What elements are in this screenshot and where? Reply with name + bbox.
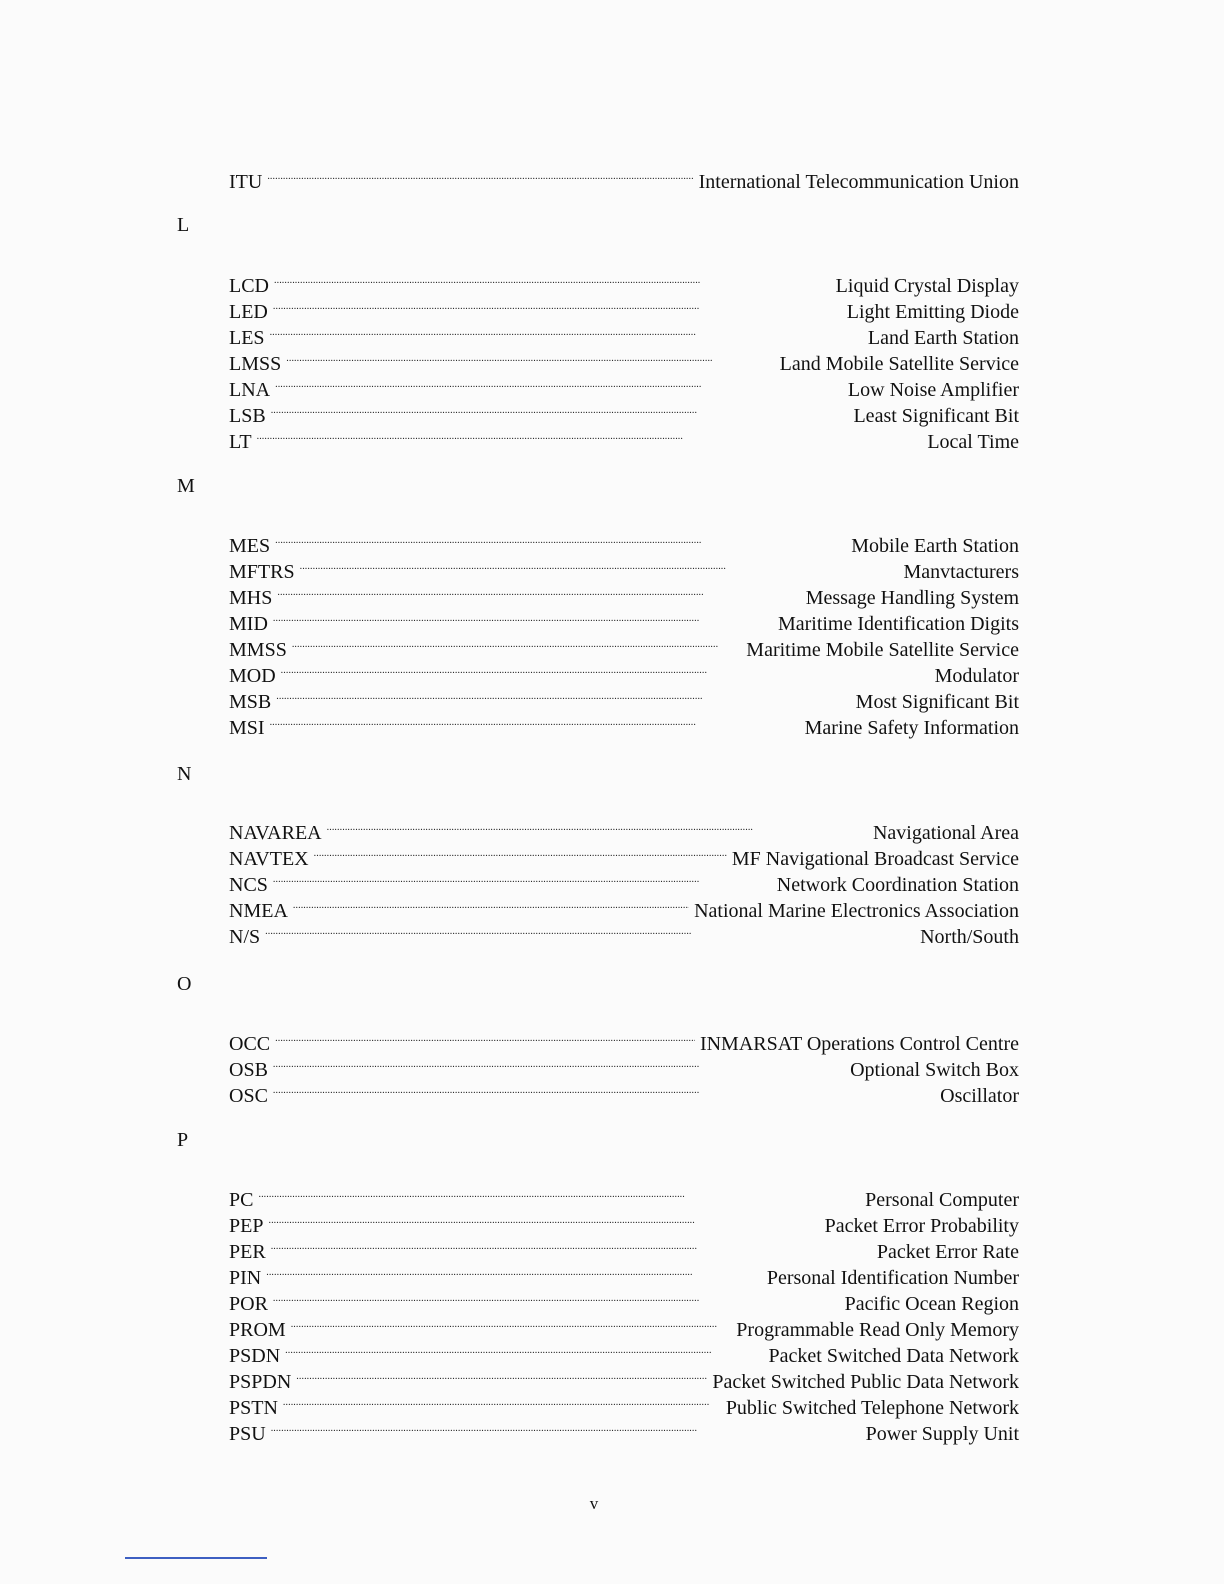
entry-abbreviation: POR [229,1293,268,1315]
entry-definition: National Marine Electronics Association [694,900,1019,922]
dot-leader [283,1388,721,1414]
entry-abbreviation: PSDN [229,1345,281,1367]
page-number: v [589,1494,599,1513]
dot-leader [265,917,915,943]
entry-definition: Message Handling System [805,587,1019,609]
dot-leader [300,552,899,578]
dot-leader [293,891,689,917]
entry-definition: Least Significant Bit [853,405,1019,427]
entry-abbreviation: PER [229,1241,266,1263]
entry-definition: Light Emitting Diode [846,301,1019,323]
entry-definition: Most Significant Bit [855,691,1019,713]
entry-definition: Marine Safety Information [804,717,1019,739]
footnote-divider [125,1557,267,1559]
section-entries-p [229,1180,1019,1445]
entry-abbreviation: OSC [229,1085,268,1107]
glossary-entry [229,578,1019,609]
entry-abbreviation: PEP [229,1215,264,1237]
dot-leader [268,1206,819,1232]
dot-leader [273,1076,935,1102]
entry-abbreviation: LCD [229,275,269,297]
dot-leader [271,1232,872,1258]
section-entries-n [229,813,1019,948]
entry-definition: Oscillator [940,1085,1019,1107]
glossary-entry [229,422,1019,453]
dot-leader [267,162,693,188]
entry-abbreviation: PSPDN [229,1371,292,1393]
entry-definition: Navigational Area [872,822,1019,844]
entry-abbreviation: PROM [229,1319,286,1341]
section-letter-n: N [177,763,192,785]
dot-leader [273,292,842,318]
entry-definition: Liquid Crystal Display [835,275,1019,297]
dot-leader [258,1180,860,1206]
entry-definition: Personal Computer [865,1189,1019,1211]
dot-leader [292,630,741,656]
entry-abbreviation: LNA [229,379,271,401]
dot-leader [276,682,850,708]
entry-abbreviation: MFTRS [229,561,295,583]
glossary-entry [229,917,1019,948]
entry-definition: Power Supply Unit [865,1423,1019,1445]
entry-abbreviation: MHS [229,587,273,609]
entry-definition: Packet Error Probability [824,1215,1019,1237]
entry-abbreviation: ITU [229,171,263,193]
entry-abbreviation: LES [229,327,265,349]
dot-leader [270,708,800,734]
entry-definition: Maritime Identification Digits [777,613,1019,635]
dot-leader [273,865,772,891]
entry-abbreviation: PC [229,1189,254,1211]
entry-abbreviation: PSTN [229,1397,278,1419]
entry-abbreviation: LSB [229,405,266,427]
entry-definition: Mobile Earth Station [851,535,1019,557]
entry-definition: Optional Switch Box [850,1059,1019,1081]
entry-definition: North/South [920,926,1019,948]
entry-definition: Public Switched Telephone Network [725,1397,1019,1419]
dot-leader [285,1336,763,1362]
dot-leader [286,344,774,370]
entry-definition: INMARSAT Operations Control Centre [699,1033,1019,1055]
entry-definition: Network Coordination Station [776,874,1019,896]
entry-definition: Land Mobile Satellite Service [779,353,1019,375]
dot-leader [271,1414,861,1440]
entry-abbreviation: MMSS [229,639,287,661]
entry-abbreviation: MID [229,613,268,635]
entry-definition: Personal Identification Number [766,1267,1019,1289]
entry-definition: Packet Switched Public Data Network [712,1371,1019,1393]
dot-leader [275,526,846,552]
entry-abbreviation: NAVTEX [229,848,309,870]
entry-abbreviation: MOD [229,665,276,687]
glossary-entry [229,526,1019,557]
dot-leader [291,1310,732,1336]
entry-definition: Programmable Read Only Memory [736,1319,1019,1341]
dot-leader [273,1284,840,1310]
entry-abbreviation: N/S [229,926,261,948]
section-entries-o [229,1024,1019,1107]
entry-abbreviation: LED [229,301,268,323]
section-letter-o: O [177,973,192,995]
entry-abbreviation: OSB [229,1059,268,1081]
glossary-entry [229,266,1019,297]
dot-leader [327,813,868,839]
section-entries-m [229,526,1019,739]
dot-leader [296,1362,707,1388]
glossary-entry [229,162,1019,193]
dot-leader [274,266,831,292]
entry-definition: Local Time [927,431,1019,453]
entry-definition: Packet Switched Data Network [768,1345,1019,1367]
entry-definition: Pacific Ocean Region [844,1293,1019,1315]
entry-abbreviation: NAVAREA [229,822,322,844]
entry-abbreviation: LMSS [229,353,282,375]
entry-abbreviation: PSU [229,1423,266,1445]
dot-leader [275,1024,695,1050]
section-entries-l [229,266,1019,453]
entry-abbreviation: PIN [229,1267,262,1289]
entry-abbreviation: MSI [229,717,265,739]
entry-definition: Packet Error Rate [876,1241,1019,1263]
entry-definition: Modulator [934,665,1019,687]
glossary-entry [229,656,1019,687]
entry-abbreviation: LT [229,431,252,453]
dot-leader [273,604,773,630]
section-entries-i [229,162,1019,193]
dot-leader [314,839,727,865]
entry-abbreviation: MES [229,535,271,557]
glossary-entry [229,1180,1019,1211]
glossary-entry [229,1076,1019,1107]
dot-leader [275,370,843,396]
section-letter-l: L [177,214,190,236]
entry-definition: International Telecommunication Union [698,171,1019,193]
entry-definition: Land Earth Station [867,327,1019,349]
section-letter-m: M [177,475,195,497]
entry-definition: MF Navigational Broadcast Service [731,848,1019,870]
dot-leader [266,1258,762,1284]
entry-definition: Low Noise Amplifier [847,379,1019,401]
entry-abbreviation: NMEA [229,900,288,922]
entry-abbreviation: OCC [229,1033,271,1055]
dot-leader [270,318,863,344]
glossary-entry [229,1024,1019,1055]
dot-leader [271,396,849,422]
glossary-entry [229,813,1019,844]
entry-definition: Manvtacturers [903,561,1019,583]
dot-leader [281,656,930,682]
dot-leader [277,578,800,604]
entry-definition: Maritime Mobile Satellite Service [746,639,1019,661]
glossary-entry [229,682,1019,713]
section-letter-p: P [177,1129,189,1151]
entry-abbreviation: NCS [229,874,268,896]
entry-abbreviation: MSB [229,691,272,713]
dot-leader [257,422,923,448]
dot-leader [273,1050,845,1076]
